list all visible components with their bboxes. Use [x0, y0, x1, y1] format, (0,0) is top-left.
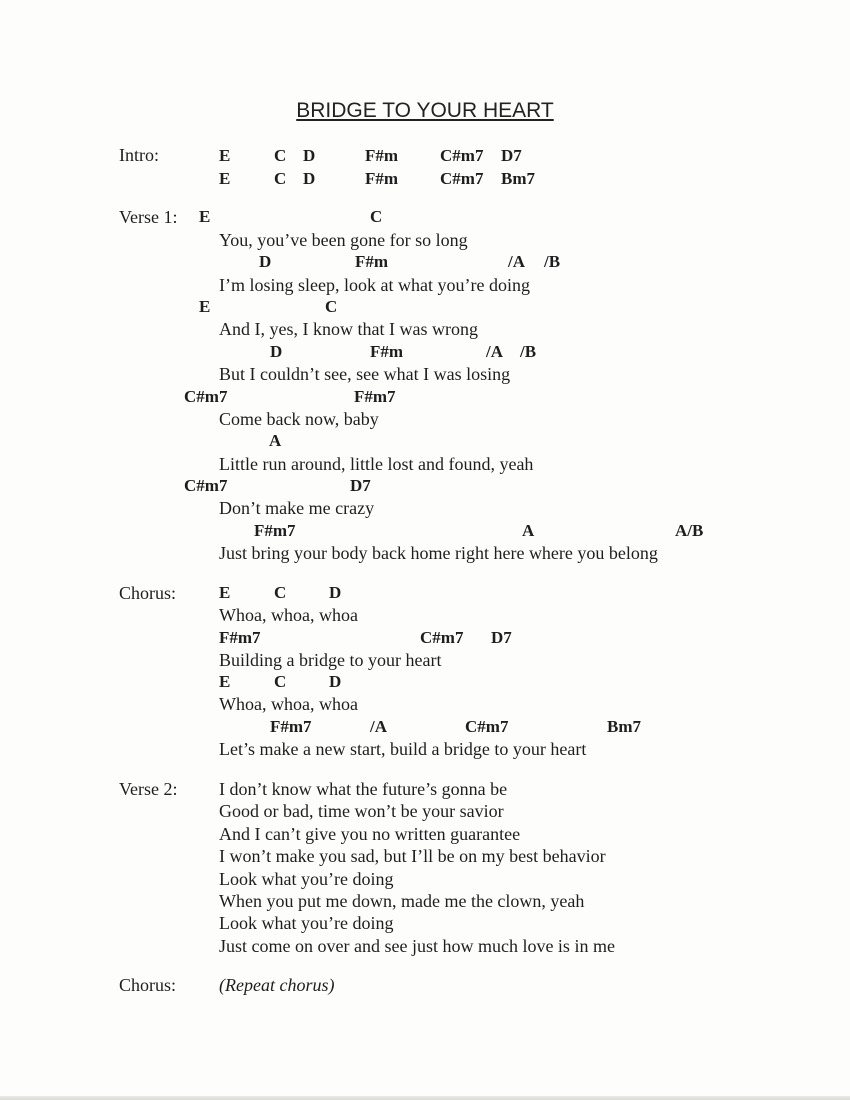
- chord: C: [274, 169, 287, 188]
- chord: F#m: [365, 146, 399, 165]
- lyric-line: And I, yes, I know that I was wrong: [219, 319, 478, 339]
- chord: F#m: [355, 252, 389, 271]
- chord: A/B: [675, 521, 704, 540]
- chord: D: [329, 672, 342, 691]
- lyric-line: Just come on over and see just how much love is in me: [219, 936, 615, 956]
- lyric-line: Let’s make a new start, build a bridge to your heart: [219, 739, 587, 759]
- chord: E: [219, 672, 231, 691]
- chord: E: [199, 207, 211, 226]
- chord: C: [325, 297, 338, 316]
- chord: C#m7: [184, 476, 228, 495]
- chord: F#m: [365, 169, 399, 188]
- section-label-verse-2: Verse 2:: [119, 779, 178, 799]
- chord: E: [199, 297, 211, 316]
- chord: C#m7: [440, 169, 484, 188]
- chord: D7: [350, 476, 371, 495]
- chord: D: [270, 342, 283, 361]
- section-label-intro: Intro:: [119, 145, 159, 165]
- chord: F#m7: [354, 387, 396, 406]
- chord: /A: [508, 252, 525, 271]
- chord: D: [303, 169, 316, 188]
- chord: F#m7: [270, 717, 312, 736]
- scan-edge: [0, 1096, 850, 1100]
- section-label-chorus-repeat: Chorus:: [119, 975, 177, 995]
- chord: A: [269, 431, 282, 450]
- lyric-line: And I can’t give you no written guarantee: [219, 824, 521, 844]
- chord: C: [274, 583, 287, 602]
- lyric-line: Come back now, baby: [219, 409, 379, 429]
- chord: /B: [520, 342, 537, 361]
- chord: D: [303, 146, 316, 165]
- lyric-line: But I couldn’t see, see what I was losing: [219, 364, 511, 384]
- chord: C#m7: [420, 628, 464, 647]
- chord: A: [522, 521, 535, 540]
- lyric-line: I won’t make you sad, but I’ll be on my best behavior: [219, 846, 606, 866]
- chord: C: [370, 207, 383, 226]
- chord: /A: [370, 717, 387, 736]
- chord: /A: [486, 342, 503, 361]
- chord: /B: [544, 252, 561, 271]
- chord: E: [219, 169, 231, 188]
- lyric-line: Building a bridge to your heart: [219, 650, 442, 670]
- chord: F#m7: [219, 628, 261, 647]
- lyric-line: Don’t make me crazy: [219, 498, 375, 518]
- lyric-line: Good or bad, time won’t be your savior: [219, 801, 504, 821]
- chord: E: [219, 583, 231, 602]
- chord: F#m7: [254, 521, 296, 540]
- chord: C: [274, 146, 287, 165]
- repeat-chorus-note: (Repeat chorus): [219, 975, 335, 995]
- lyric-line: I’m losing sleep, look at what you’re doing: [219, 275, 530, 295]
- section-label-verse-1: Verse 1:: [119, 207, 178, 227]
- lyric-line: Look what you’re doing: [219, 869, 394, 889]
- lyric-line: Just bring your body back home right here where you belong: [219, 543, 658, 563]
- chord: Bm7: [607, 717, 641, 736]
- lyric-line: Little run around, little lost and found, yeah: [219, 454, 534, 474]
- chord: D7: [491, 628, 512, 647]
- lyric-line: You, you’ve been gone for so long: [219, 230, 468, 250]
- chord: E: [219, 146, 231, 165]
- chord: F#m: [370, 342, 404, 361]
- lyric-line: Look what you’re doing: [219, 913, 394, 933]
- section-label-chorus: Chorus:: [119, 583, 177, 603]
- song-title: BRIDGE TO YOUR HEART: [296, 99, 554, 122]
- lyric-line: Whoa, whoa, whoa: [219, 605, 358, 625]
- chord: D7: [501, 146, 522, 165]
- chord: C: [274, 672, 287, 691]
- lyric-line: When you put me down, made me the clown, yeah: [219, 891, 585, 911]
- lyric-line: I don’t know what the future’s gonna be: [219, 779, 508, 799]
- chord: C#m7: [184, 387, 228, 406]
- lyric-line: Whoa, whoa, whoa: [219, 694, 358, 714]
- chord: D: [329, 583, 342, 602]
- chord: C#m7: [440, 146, 484, 165]
- chord: D: [259, 252, 272, 271]
- chord: Bm7: [501, 169, 535, 188]
- chord: C#m7: [465, 717, 509, 736]
